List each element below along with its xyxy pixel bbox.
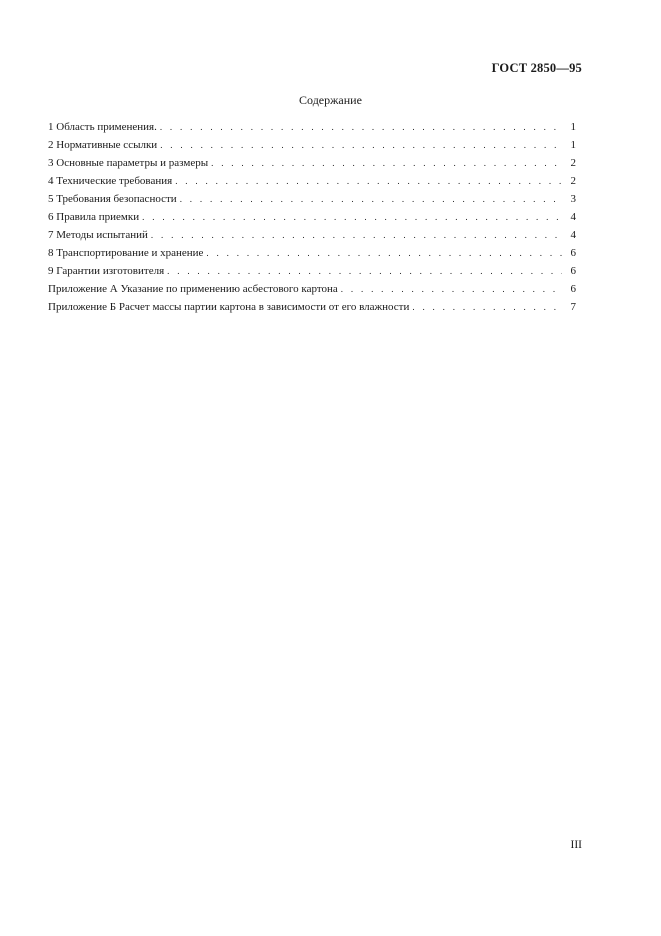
- toc-entry[interactable]: [48, 154, 576, 172]
- toc-entry-page: 3: [570, 193, 576, 205]
- toc-dot-leader: [151, 226, 562, 244]
- toc-entry[interactable]: [48, 298, 576, 316]
- toc-entry[interactable]: [48, 190, 576, 208]
- toc-entry-page: 4: [570, 211, 576, 223]
- toc-entry-title: 1 Область применения.: [48, 121, 157, 133]
- toc-entry-page: 7: [570, 301, 576, 313]
- toc-entry[interactable]: [48, 172, 576, 190]
- toc-entry-title: 3 Основные параметры и размеры: [48, 157, 209, 169]
- document-code: ГОСТ 2850—95: [491, 61, 582, 75]
- toc-entry-page: 6: [570, 283, 576, 295]
- toc-entry-page: 2: [570, 157, 576, 169]
- toc-entry-page: 6: [570, 265, 576, 277]
- toc-entry-title: 8 Транспортирование и хранение: [48, 247, 204, 259]
- toc-entry-title: 4 Технические требования: [48, 175, 173, 187]
- toc-dot-leader: [167, 262, 562, 280]
- toc-entry[interactable]: [48, 136, 576, 154]
- toc-entry-page: 6: [570, 247, 576, 259]
- toc-dot-leader: [160, 136, 562, 154]
- toc-entry-title: 2 Нормативные ссылки: [48, 139, 158, 151]
- toc-entry-title: 6 Правила приемки: [48, 211, 140, 223]
- toc-entry-title: 7 Методы испытаний: [48, 229, 148, 241]
- toc-entry[interactable]: [48, 244, 576, 262]
- toc-dot-leader: [412, 298, 562, 316]
- toc-dot-leader: [180, 190, 562, 208]
- toc-entry-page: 4: [570, 229, 576, 241]
- toc-entry[interactable]: [48, 280, 576, 298]
- toc-dot-leader: [160, 118, 562, 136]
- toc-dot-leader: [211, 154, 562, 172]
- toc-entry-title: Приложение А Указание по применению асбестового картона: [48, 283, 338, 295]
- toc-entry[interactable]: [48, 262, 576, 280]
- toc-entry-page: 2: [570, 175, 576, 187]
- toc-entry-page: 1: [570, 139, 576, 151]
- toc-dot-leader: [341, 280, 562, 298]
- toc-entry[interactable]: [48, 226, 576, 244]
- toc-entry-page: 1: [570, 121, 576, 133]
- toc-dot-leader: [175, 172, 562, 190]
- toc-entry[interactable]: [48, 208, 576, 226]
- toc-entry-title: 9 Гарантии изготовителя: [48, 265, 165, 277]
- toc-dot-leader: [206, 244, 562, 262]
- toc-entry-title: 5 Требования безопасности: [48, 193, 177, 205]
- toc-entry[interactable]: [48, 118, 576, 136]
- toc-dot-leader: [142, 208, 562, 226]
- page-number: III: [570, 839, 582, 851]
- toc-entry-title: Приложение Б Расчет массы партии картона в зависимости от его влажности: [48, 301, 410, 313]
- toc-heading: Содержание: [299, 93, 362, 107]
- table-of-contents: [48, 118, 576, 316]
